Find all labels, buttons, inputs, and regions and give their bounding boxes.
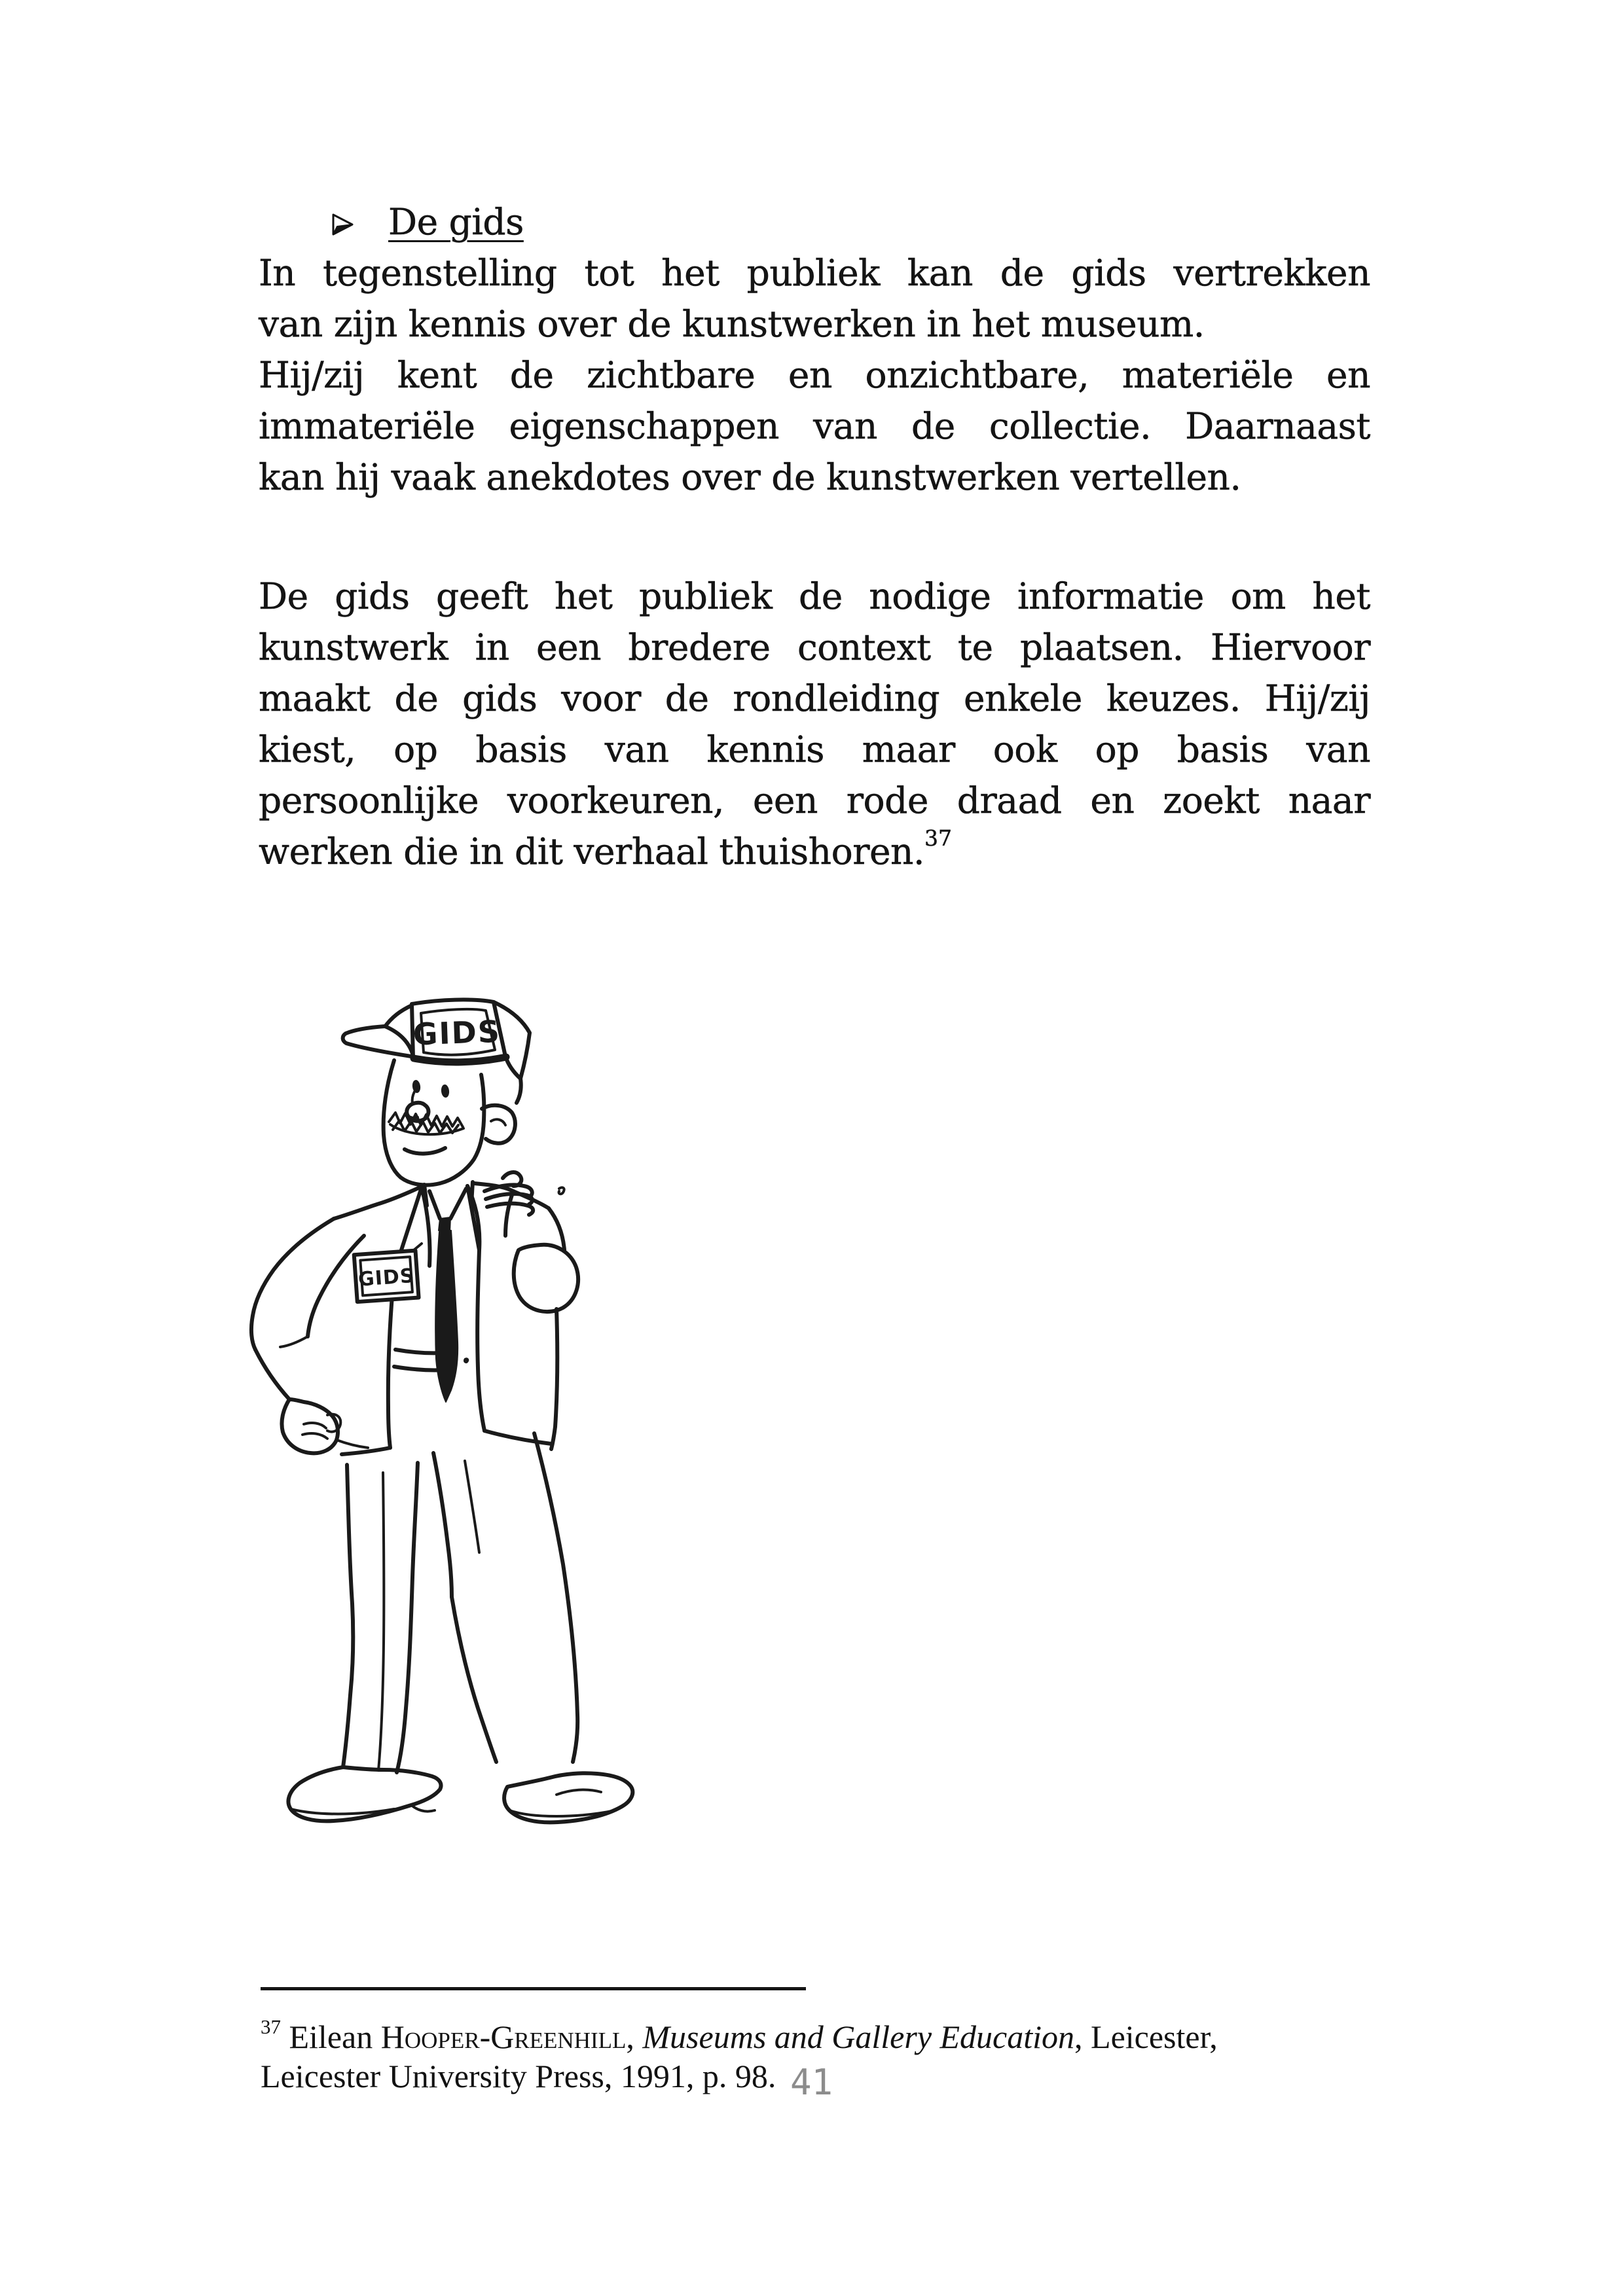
body-line: van zijn kennis over de kunstwerken in het museum.: [259, 303, 1205, 345]
guide-illustration: [249, 975, 681, 1852]
text-block: [259, 196, 1370, 877]
footnote-line-2: Leicester University Press, 1991, p. 98.: [261, 2058, 776, 2094]
footnote-reference: 37: [924, 825, 952, 851]
page-number: 41: [790, 2062, 833, 2103]
guide-sketch: [249, 975, 681, 1852]
guide-trousers: [343, 1433, 577, 1772]
badge-label: GIDS: [357, 1264, 416, 1291]
body-line: kunstwerk in een bredere context te plaatsen. Hiervoor: [259, 626, 1370, 668]
body-line: persoonlijke voorkeuren, een rode draad en zoekt naar: [259, 780, 1370, 821]
footnote-book-title: Museums and Gallery Education: [642, 2018, 1075, 2055]
list-heading: [259, 196, 1370, 247]
body-line: immateriële eigenschappen van de collectie. Daarnaast: [259, 405, 1370, 447]
footnote-marker: 37: [261, 2015, 281, 2038]
footnote-author: Hooper-Greenhill: [380, 2018, 627, 2055]
body-line-text: werken die in dit verhaal thuishoren.: [259, 831, 924, 872]
cap-label: GIDS: [412, 1013, 501, 1052]
footnote-separator: ,: [626, 2018, 643, 2055]
guide-badge: [354, 1251, 419, 1302]
paragraph-2: [259, 571, 1370, 877]
body-line: maakt de gids voor de rondleiding enkele keuzes. Hij/zij: [259, 677, 1370, 719]
footnote-separator-rule: [261, 1987, 806, 1990]
guide-cap: [343, 999, 530, 1103]
body-line: kan hij vaak anekdotes over de kunstwerken vertellen.: [259, 456, 1241, 498]
guide-face: [384, 1060, 515, 1206]
footnote-tail: , Leicester,: [1074, 2018, 1218, 2055]
body-line: kiest, op basis van kennis maar ook op basis van: [259, 728, 1370, 770]
arrow-bullet-icon: [331, 212, 356, 237]
paragraph-1: [259, 247, 1370, 503]
guide-shoes: [288, 1767, 632, 1822]
guide-raised-hand: [484, 1172, 564, 1215]
body-line-last: [259, 826, 1370, 877]
guide-jacket: [251, 1183, 578, 1454]
body-line: De gids geeft het publiek de nodige informatie om het: [259, 575, 1370, 617]
footnote-author-prefix: Eilean: [289, 2018, 381, 2055]
body-line: In tegenstelling tot het publiek kan de gids vertrekken: [259, 252, 1370, 294]
body-line: Hij/zij kent de zichtbare en onzichtbare, materiële en: [259, 354, 1370, 396]
footnote-line-1: [261, 2007, 1372, 2056]
heading-title: De gids: [388, 201, 524, 243]
